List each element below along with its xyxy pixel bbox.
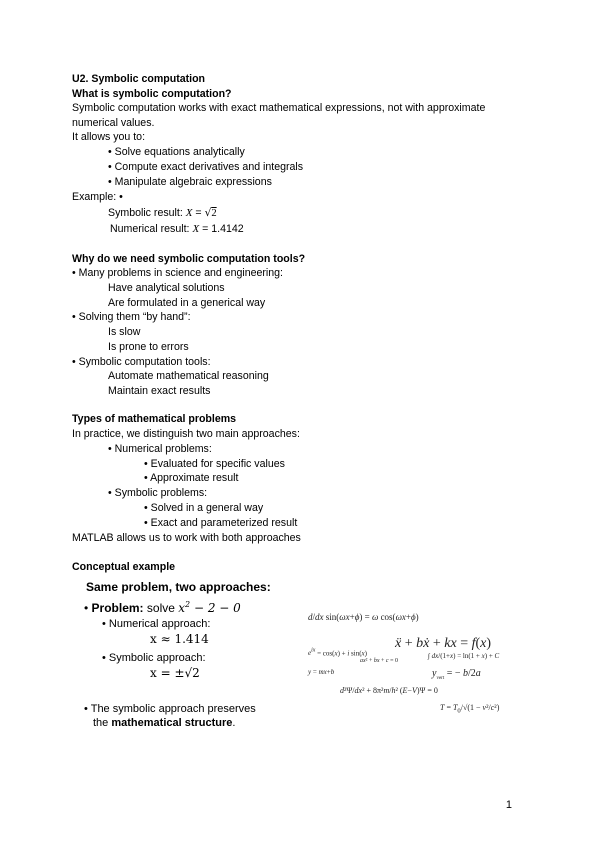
section-title-what-is: What is symbolic computation? [72, 88, 232, 100]
problem-text: solve [146, 601, 175, 615]
paragraph-line: MATLAB allows us to work with both approaches [72, 532, 301, 544]
list-subitem: • Exact and parameterized result [144, 517, 298, 529]
problem-line [84, 600, 241, 615]
formula-quadratic: ax² + bx + c = 0 [360, 658, 398, 664]
paragraph-line: Symbolic computation works with exact mathematical expressions, not with approximate [72, 102, 486, 114]
paragraph-line: numerical values. [72, 117, 155, 129]
preserve-line-1 [84, 703, 256, 715]
preserve-text-1: The symbolic approach preserves [90, 703, 256, 715]
list-subitem: • Approximate result [144, 472, 239, 484]
list-item: • Numerical problems: [108, 443, 212, 455]
formula-euler: $e^{ix} = \cos(x) + i$ sin(x) [308, 648, 367, 658]
list-subitem: Maintain exact results [108, 385, 211, 397]
list-subitem: Is slow [108, 326, 141, 338]
symbolic-result-var: X [185, 207, 193, 219]
paragraph-line: In practice, we distinguish two main approaches: [72, 428, 300, 440]
list-subitem: • Solved in a general way [144, 502, 264, 514]
sqrt-symbol: √ [204, 207, 212, 219]
numerical-approach-label: • Numerical approach: [102, 618, 211, 630]
page-number: 1 [505, 799, 512, 811]
numerical-approach-result: x ≈ 1.414 [150, 632, 209, 646]
numerical-result-value: = 1.4142 [202, 223, 244, 235]
symbolic-result-root: 2 [211, 208, 217, 219]
bullet-icon: • [84, 601, 89, 615]
section-title-conceptual: Conceptual example [72, 561, 176, 573]
formula-schrodinger: d²Ψ/dx² + 8π²m/h² (E−V)Ψ = 0 [340, 686, 438, 695]
preserve-text-pre: the [93, 717, 109, 729]
symbolic-approach-label: • Symbolic approach: [102, 652, 206, 664]
list-item: • Many problems in science and engineering: [72, 267, 283, 279]
section-title-why: Why do we need symbolic computation tools? [72, 253, 306, 265]
formula-oscillator: ẍ + bẋ + kx = f(x) [395, 636, 492, 651]
paragraph-line: It allows you to: [72, 131, 146, 143]
problem-label: Problem: [91, 601, 144, 615]
symbolic-result-eq: = [195, 207, 202, 219]
formula-derivative: d/dx sin(ωx+ϕ) = ω cos(ωx+ϕ) [308, 612, 419, 622]
list-subitem: Is prone to errors [108, 341, 189, 353]
section-title-types: Types of mathematical problems [72, 413, 237, 425]
list-subitem: Automate mathematical reasoning [108, 370, 269, 382]
preserve-text-post: . [232, 717, 236, 729]
problem-equation: $x^2 - 2 - 0$ [178, 600, 241, 615]
numerical-result-label: Numerical result: [110, 223, 190, 235]
numerical-result-var: X [192, 223, 200, 235]
bullet-icon: • [84, 703, 88, 715]
list-subitem: Have analytical solutions [108, 282, 225, 294]
preserve-text-bold: mathematical structure [111, 717, 233, 729]
formula-relativity: $T = T_0/√(1 - v^2/c^2)$ [440, 703, 500, 715]
example-label: Example: • [72, 191, 123, 203]
list-item: • Solving them “by hand”: [72, 311, 191, 323]
list-item: • Manipulate algebraic expressions [108, 176, 272, 188]
symbolic-result-label: Symbolic result: [108, 207, 183, 219]
formula-line: y = mx+b [308, 668, 335, 676]
list-item: • Symbolic problems: [108, 487, 208, 499]
list-item: • Solve equations analytically [108, 146, 245, 158]
formula-vertex: $y_{vert}$ = − b/2a [432, 668, 481, 681]
list-item: • Symbolic computation tools: [72, 356, 211, 368]
preserve-line-2 [93, 717, 235, 729]
list-subitem: Are formulated in a generical way [108, 297, 266, 309]
formula-integral: ∫ dx/(1+x) = ln(1 + x) + C [428, 652, 500, 660]
symbolic-result-line [108, 206, 217, 221]
document-heading: U2. Symbolic computation [72, 73, 206, 85]
numerical-result-line [110, 222, 244, 236]
list-subitem: • Evaluated for specific values [144, 458, 285, 470]
list-item: • Compute exact derivatives and integrals [108, 161, 304, 173]
slide-title: Same problem, two approaches: [86, 580, 271, 594]
symbolic-approach-result: x = ±√2 [150, 666, 200, 680]
